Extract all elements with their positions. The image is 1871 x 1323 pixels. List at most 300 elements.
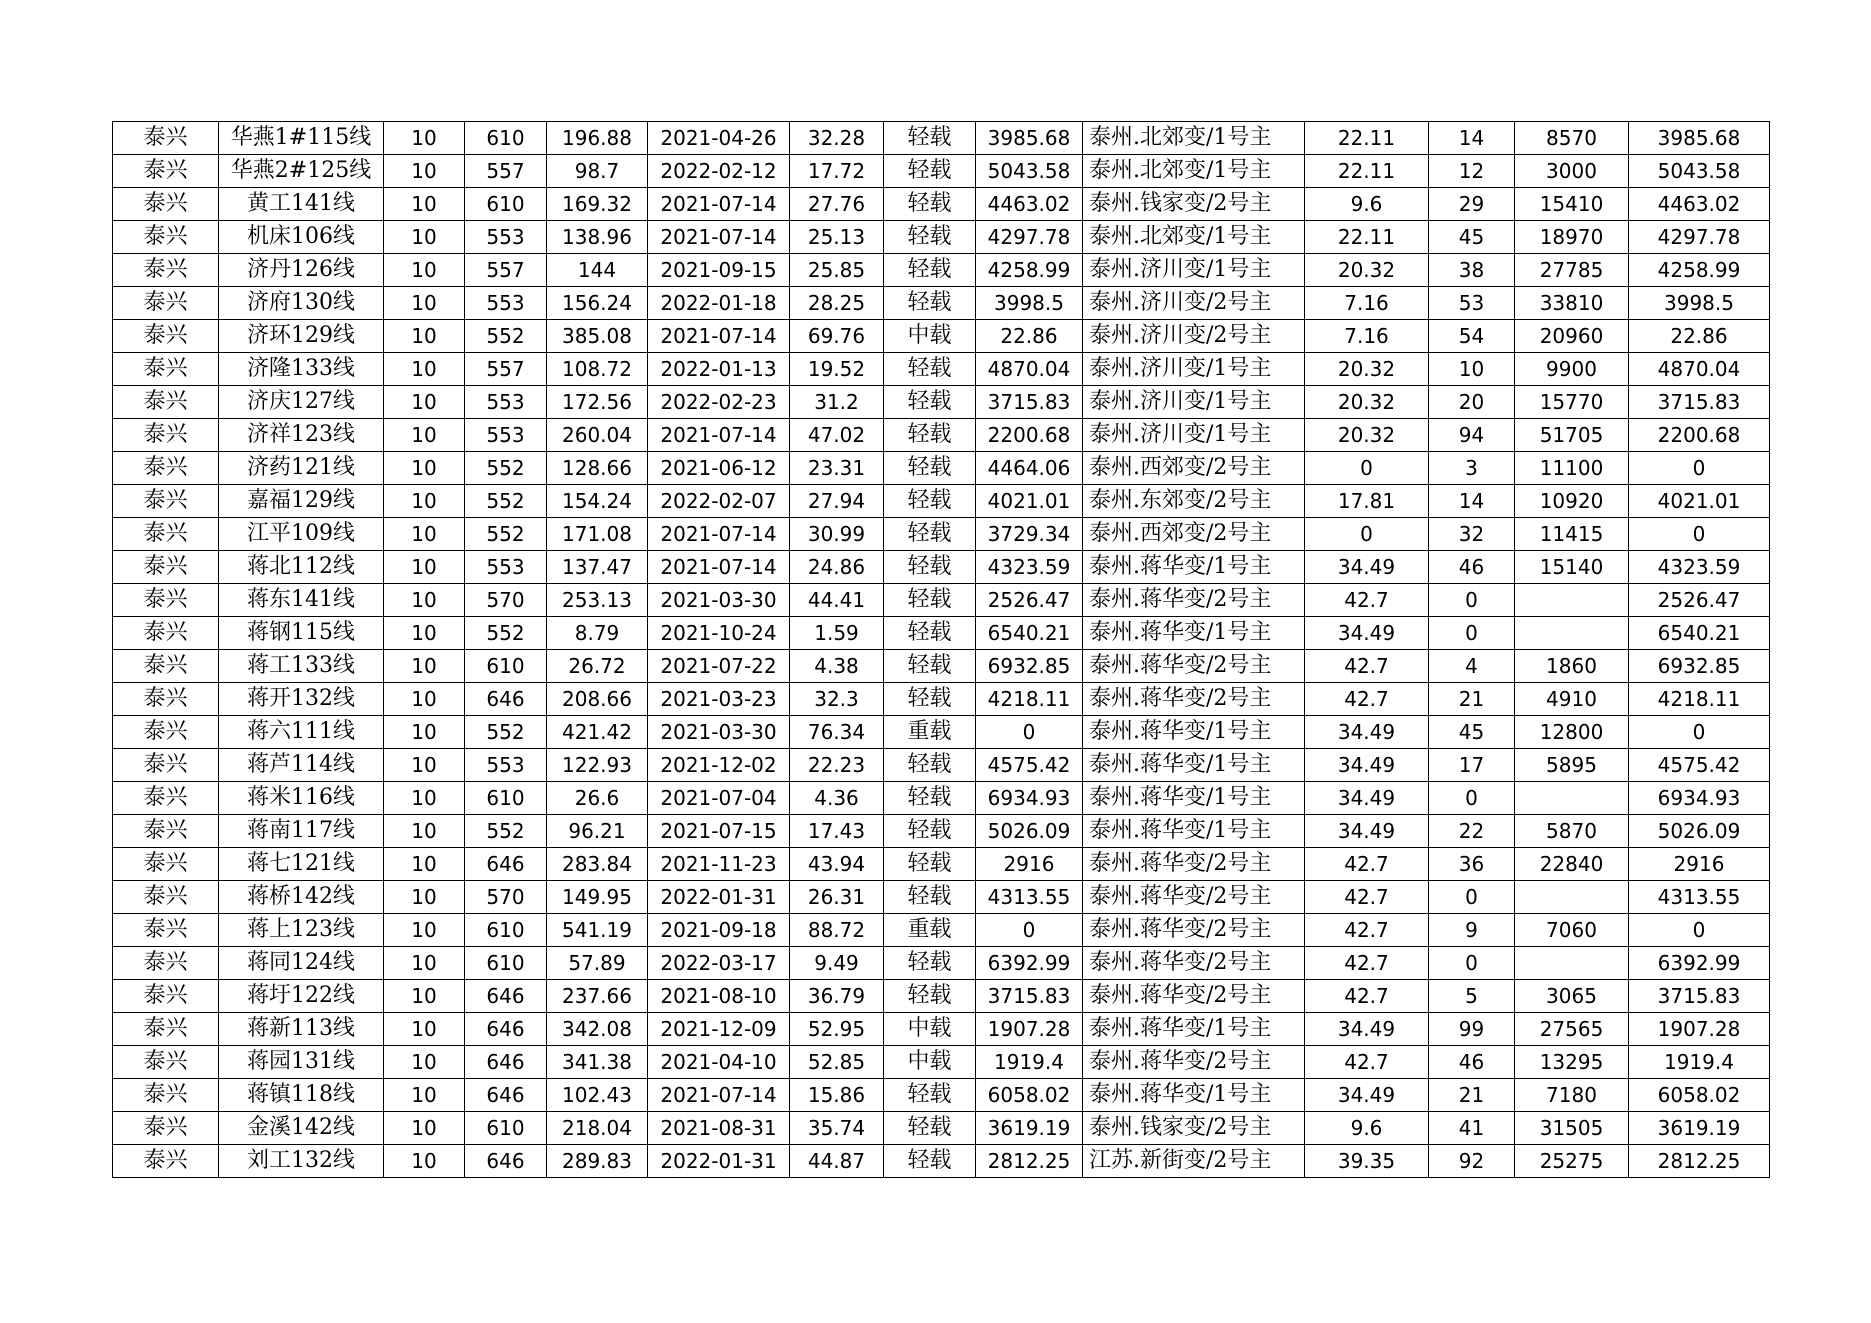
cell-available-capacity: 4870.04 bbox=[976, 353, 1083, 386]
cell-substation-transformer: 泰州.蒋华变/2号主 bbox=[1083, 980, 1305, 1013]
cell-line-name: 蒋米116线 bbox=[219, 782, 384, 815]
cell-line-name: 蒋圩122线 bbox=[219, 980, 384, 1013]
table-row bbox=[113, 617, 1770, 650]
table-row bbox=[113, 947, 1770, 980]
cell-voltage: 10 bbox=[384, 254, 465, 287]
cell-transformer-margin: 42.7 bbox=[1305, 947, 1429, 980]
cell-available-capacity: 0 bbox=[976, 716, 1083, 749]
cell-installed-capacity: 7180 bbox=[1515, 1079, 1629, 1112]
cell-customer-count: 14 bbox=[1429, 485, 1515, 518]
cell-available-capacity: 3729.34 bbox=[976, 518, 1083, 551]
cell-load-rate: 15.86 bbox=[790, 1079, 884, 1112]
cell-substation-transformer: 泰州.蒋华变/1号主 bbox=[1083, 749, 1305, 782]
cell-cable-type: 646 bbox=[465, 848, 547, 881]
cell-cable-type: 552 bbox=[465, 518, 547, 551]
table-row bbox=[113, 287, 1770, 320]
cell-substation-transformer: 泰州.北郊变/1号主 bbox=[1083, 155, 1305, 188]
cell-substation-transformer: 泰州.蒋华变/1号主 bbox=[1083, 782, 1305, 815]
cell-voltage: 10 bbox=[384, 650, 465, 683]
cell-load-rate: 22.23 bbox=[790, 749, 884, 782]
cell-load-current: 144 bbox=[547, 254, 648, 287]
cell-installed-capacity: 27785 bbox=[1515, 254, 1629, 287]
cell-load-rate: 32.28 bbox=[790, 122, 884, 155]
cell-load-current: 208.66 bbox=[547, 683, 648, 716]
cell-installed-capacity: 15770 bbox=[1515, 386, 1629, 419]
cell-installed-capacity bbox=[1515, 617, 1629, 650]
cell-load-rate: 52.95 bbox=[790, 1013, 884, 1046]
cell-customer-count: 46 bbox=[1429, 1046, 1515, 1079]
cell-line-name: 刘工132线 bbox=[219, 1145, 384, 1178]
cell-installed-capacity: 5870 bbox=[1515, 815, 1629, 848]
cell-load-rate: 1.59 bbox=[790, 617, 884, 650]
cell-remaining-capacity: 5026.09 bbox=[1629, 815, 1770, 848]
cell-customer-count: 3 bbox=[1429, 452, 1515, 485]
cell-cable-type: 646 bbox=[465, 1013, 547, 1046]
cell-substation-transformer: 泰州.济川变/1号主 bbox=[1083, 419, 1305, 452]
cell-customer-count: 53 bbox=[1429, 287, 1515, 320]
cell-county: 泰兴 bbox=[113, 782, 219, 815]
cell-transformer-margin: 34.49 bbox=[1305, 617, 1429, 650]
cell-cable-type: 646 bbox=[465, 1079, 547, 1112]
cell-peak-date: 2021-09-18 bbox=[648, 914, 790, 947]
cell-peak-date: 2021-12-02 bbox=[648, 749, 790, 782]
cell-line-name: 蒋桥142线 bbox=[219, 881, 384, 914]
cell-load-rate: 25.13 bbox=[790, 221, 884, 254]
cell-peak-date: 2021-04-26 bbox=[648, 122, 790, 155]
cell-load-level: 轻载 bbox=[884, 485, 976, 518]
table-row bbox=[113, 1013, 1770, 1046]
cell-installed-capacity: 31505 bbox=[1515, 1112, 1629, 1145]
cell-transformer-margin: 34.49 bbox=[1305, 716, 1429, 749]
cell-transformer-margin: 20.32 bbox=[1305, 254, 1429, 287]
cell-voltage: 10 bbox=[384, 848, 465, 881]
cell-peak-date: 2021-09-15 bbox=[648, 254, 790, 287]
cell-line-name: 济药121线 bbox=[219, 452, 384, 485]
cell-customer-count: 36 bbox=[1429, 848, 1515, 881]
cell-voltage: 10 bbox=[384, 947, 465, 980]
cell-load-level: 轻载 bbox=[884, 287, 976, 320]
cell-substation-transformer: 泰州.蒋华变/1号主 bbox=[1083, 716, 1305, 749]
cell-load-level: 轻载 bbox=[884, 551, 976, 584]
cell-substation-transformer: 泰州.蒋华变/2号主 bbox=[1083, 848, 1305, 881]
cell-transformer-margin: 20.32 bbox=[1305, 386, 1429, 419]
cell-county: 泰兴 bbox=[113, 485, 219, 518]
cell-voltage: 10 bbox=[384, 419, 465, 452]
cell-remaining-capacity: 1919.4 bbox=[1629, 1046, 1770, 1079]
cell-load-rate: 69.76 bbox=[790, 320, 884, 353]
cell-installed-capacity: 20960 bbox=[1515, 320, 1629, 353]
cell-remaining-capacity: 1907.28 bbox=[1629, 1013, 1770, 1046]
cell-county: 泰兴 bbox=[113, 650, 219, 683]
cell-county: 泰兴 bbox=[113, 155, 219, 188]
cell-load-level: 轻载 bbox=[884, 848, 976, 881]
table-row bbox=[113, 419, 1770, 452]
cell-remaining-capacity: 4258.99 bbox=[1629, 254, 1770, 287]
cell-transformer-margin: 34.49 bbox=[1305, 551, 1429, 584]
cell-cable-type: 557 bbox=[465, 254, 547, 287]
cell-transformer-margin: 7.16 bbox=[1305, 287, 1429, 320]
cell-line-name: 江平109线 bbox=[219, 518, 384, 551]
cell-installed-capacity bbox=[1515, 881, 1629, 914]
cell-available-capacity: 0 bbox=[976, 914, 1083, 947]
cell-load-level: 轻载 bbox=[884, 980, 976, 1013]
cell-load-current: 137.47 bbox=[547, 551, 648, 584]
cell-peak-date: 2022-01-31 bbox=[648, 1145, 790, 1178]
cell-installed-capacity: 22840 bbox=[1515, 848, 1629, 881]
cell-cable-type: 610 bbox=[465, 1112, 547, 1145]
table-row bbox=[113, 650, 1770, 683]
cell-customer-count: 0 bbox=[1429, 584, 1515, 617]
cell-county: 泰兴 bbox=[113, 353, 219, 386]
cell-load-current: 289.83 bbox=[547, 1145, 648, 1178]
table-row bbox=[113, 386, 1770, 419]
cell-available-capacity: 3715.83 bbox=[976, 386, 1083, 419]
cell-load-level: 中载 bbox=[884, 320, 976, 353]
cell-available-capacity: 6058.02 bbox=[976, 1079, 1083, 1112]
cell-peak-date: 2021-07-14 bbox=[648, 518, 790, 551]
cell-load-rate: 76.34 bbox=[790, 716, 884, 749]
cell-line-name: 济祥123线 bbox=[219, 419, 384, 452]
cell-load-current: 96.21 bbox=[547, 815, 648, 848]
cell-peak-date: 2021-03-30 bbox=[648, 584, 790, 617]
cell-substation-transformer: 泰州.蒋华变/2号主 bbox=[1083, 1046, 1305, 1079]
cell-load-rate: 4.36 bbox=[790, 782, 884, 815]
cell-transformer-margin: 42.7 bbox=[1305, 980, 1429, 1013]
cell-remaining-capacity: 3998.5 bbox=[1629, 287, 1770, 320]
cell-line-name: 蒋北112线 bbox=[219, 551, 384, 584]
cell-line-name: 济隆133线 bbox=[219, 353, 384, 386]
cell-customer-count: 32 bbox=[1429, 518, 1515, 551]
cell-voltage: 10 bbox=[384, 551, 465, 584]
cell-line-name: 金溪142线 bbox=[219, 1112, 384, 1145]
cell-load-rate: 30.99 bbox=[790, 518, 884, 551]
cell-installed-capacity: 33810 bbox=[1515, 287, 1629, 320]
cell-transformer-margin: 22.11 bbox=[1305, 155, 1429, 188]
cell-substation-transformer: 泰州.西郊变/2号主 bbox=[1083, 452, 1305, 485]
cell-load-current: 342.08 bbox=[547, 1013, 648, 1046]
cell-load-level: 轻载 bbox=[884, 188, 976, 221]
cell-county: 泰兴 bbox=[113, 1145, 219, 1178]
cell-peak-date: 2021-11-23 bbox=[648, 848, 790, 881]
cell-county: 泰兴 bbox=[113, 188, 219, 221]
cell-voltage: 10 bbox=[384, 716, 465, 749]
cell-county: 泰兴 bbox=[113, 1112, 219, 1145]
cell-county: 泰兴 bbox=[113, 716, 219, 749]
cell-line-name: 蒋园131线 bbox=[219, 1046, 384, 1079]
cell-available-capacity: 4297.78 bbox=[976, 221, 1083, 254]
cell-transformer-margin: 22.11 bbox=[1305, 221, 1429, 254]
table-row bbox=[113, 353, 1770, 386]
cell-customer-count: 0 bbox=[1429, 617, 1515, 650]
cell-cable-type: 610 bbox=[465, 188, 547, 221]
cell-peak-date: 2021-10-24 bbox=[648, 617, 790, 650]
cell-load-level: 轻载 bbox=[884, 353, 976, 386]
cell-available-capacity: 4218.11 bbox=[976, 683, 1083, 716]
cell-peak-date: 2022-03-17 bbox=[648, 947, 790, 980]
cell-cable-type: 553 bbox=[465, 749, 547, 782]
cell-load-current: 98.7 bbox=[547, 155, 648, 188]
cell-load-rate: 28.25 bbox=[790, 287, 884, 320]
cell-load-current: 169.32 bbox=[547, 188, 648, 221]
cell-line-name: 济丹126线 bbox=[219, 254, 384, 287]
cell-installed-capacity: 3000 bbox=[1515, 155, 1629, 188]
cell-cable-type: 552 bbox=[465, 320, 547, 353]
cell-county: 泰兴 bbox=[113, 914, 219, 947]
cell-remaining-capacity: 6058.02 bbox=[1629, 1079, 1770, 1112]
cell-voltage: 10 bbox=[384, 782, 465, 815]
cell-load-current: 196.88 bbox=[547, 122, 648, 155]
cell-installed-capacity: 51705 bbox=[1515, 419, 1629, 452]
cell-installed-capacity: 3065 bbox=[1515, 980, 1629, 1013]
cell-load-rate: 23.31 bbox=[790, 452, 884, 485]
cell-installed-capacity: 10920 bbox=[1515, 485, 1629, 518]
cell-county: 泰兴 bbox=[113, 221, 219, 254]
cell-load-current: 108.72 bbox=[547, 353, 648, 386]
cell-remaining-capacity: 4218.11 bbox=[1629, 683, 1770, 716]
cell-voltage: 10 bbox=[384, 221, 465, 254]
cell-customer-count: 99 bbox=[1429, 1013, 1515, 1046]
cell-installed-capacity: 11415 bbox=[1515, 518, 1629, 551]
cell-peak-date: 2021-07-14 bbox=[648, 419, 790, 452]
cell-cable-type: 552 bbox=[465, 485, 547, 518]
table-row bbox=[113, 188, 1770, 221]
cell-remaining-capacity: 6392.99 bbox=[1629, 947, 1770, 980]
cell-voltage: 10 bbox=[384, 452, 465, 485]
cell-load-level: 轻载 bbox=[884, 386, 976, 419]
cell-load-current: 253.13 bbox=[547, 584, 648, 617]
cell-transformer-margin: 42.7 bbox=[1305, 650, 1429, 683]
cell-peak-date: 2021-07-14 bbox=[648, 320, 790, 353]
cell-line-name: 济府130线 bbox=[219, 287, 384, 320]
cell-available-capacity: 2812.25 bbox=[976, 1145, 1083, 1178]
cell-county: 泰兴 bbox=[113, 386, 219, 419]
cell-load-rate: 24.86 bbox=[790, 551, 884, 584]
table-row bbox=[113, 716, 1770, 749]
cell-load-level: 轻载 bbox=[884, 683, 976, 716]
cell-voltage: 10 bbox=[384, 980, 465, 1013]
cell-customer-count: 5 bbox=[1429, 980, 1515, 1013]
cell-transformer-margin: 20.32 bbox=[1305, 353, 1429, 386]
cell-load-rate: 25.85 bbox=[790, 254, 884, 287]
table-row bbox=[113, 518, 1770, 551]
cell-line-name: 济庆127线 bbox=[219, 386, 384, 419]
cell-transformer-margin: 34.49 bbox=[1305, 749, 1429, 782]
cell-installed-capacity: 13295 bbox=[1515, 1046, 1629, 1079]
cell-load-current: 541.19 bbox=[547, 914, 648, 947]
cell-county: 泰兴 bbox=[113, 584, 219, 617]
cell-peak-date: 2022-01-31 bbox=[648, 881, 790, 914]
cell-remaining-capacity: 2916 bbox=[1629, 848, 1770, 881]
cell-substation-transformer: 泰州.蒋华变/2号主 bbox=[1083, 683, 1305, 716]
cell-transformer-margin: 42.7 bbox=[1305, 683, 1429, 716]
cell-remaining-capacity: 4575.42 bbox=[1629, 749, 1770, 782]
cell-cable-type: 610 bbox=[465, 914, 547, 947]
cell-available-capacity: 22.86 bbox=[976, 320, 1083, 353]
cell-installed-capacity: 18970 bbox=[1515, 221, 1629, 254]
cell-customer-count: 46 bbox=[1429, 551, 1515, 584]
cell-load-level: 轻载 bbox=[884, 782, 976, 815]
cell-substation-transformer: 泰州.济川变/1号主 bbox=[1083, 254, 1305, 287]
cell-substation-transformer: 泰州.蒋华变/2号主 bbox=[1083, 947, 1305, 980]
cell-available-capacity: 4463.02 bbox=[976, 188, 1083, 221]
cell-transformer-margin: 42.7 bbox=[1305, 1046, 1429, 1079]
cell-customer-count: 29 bbox=[1429, 188, 1515, 221]
cell-installed-capacity: 27565 bbox=[1515, 1013, 1629, 1046]
table-row bbox=[113, 452, 1770, 485]
cell-peak-date: 2021-07-15 bbox=[648, 815, 790, 848]
cell-remaining-capacity: 2812.25 bbox=[1629, 1145, 1770, 1178]
cell-load-rate: 27.94 bbox=[790, 485, 884, 518]
cell-county: 泰兴 bbox=[113, 749, 219, 782]
cell-installed-capacity: 12800 bbox=[1515, 716, 1629, 749]
cell-peak-date: 2021-08-31 bbox=[648, 1112, 790, 1145]
cell-county: 泰兴 bbox=[113, 815, 219, 848]
cell-remaining-capacity: 2200.68 bbox=[1629, 419, 1770, 452]
cell-load-rate: 17.72 bbox=[790, 155, 884, 188]
cell-available-capacity: 6392.99 bbox=[976, 947, 1083, 980]
cell-available-capacity: 6934.93 bbox=[976, 782, 1083, 815]
cell-line-name: 华燕2#125线 bbox=[219, 155, 384, 188]
table-row bbox=[113, 254, 1770, 287]
cell-substation-transformer: 泰州.北郊变/1号主 bbox=[1083, 221, 1305, 254]
cell-load-current: 102.43 bbox=[547, 1079, 648, 1112]
cell-line-name: 蒋东141线 bbox=[219, 584, 384, 617]
cell-peak-date: 2022-02-07 bbox=[648, 485, 790, 518]
cell-voltage: 10 bbox=[384, 914, 465, 947]
feeder-load-table bbox=[112, 121, 1770, 1178]
cell-voltage: 10 bbox=[384, 122, 465, 155]
cell-customer-count: 20 bbox=[1429, 386, 1515, 419]
table-row bbox=[113, 1145, 1770, 1178]
table-body bbox=[113, 122, 1770, 1178]
cell-substation-transformer: 泰州.蒋华变/1号主 bbox=[1083, 551, 1305, 584]
cell-available-capacity: 3985.68 bbox=[976, 122, 1083, 155]
cell-substation-transformer: 泰州.蒋华变/1号主 bbox=[1083, 1013, 1305, 1046]
cell-load-rate: 19.52 bbox=[790, 353, 884, 386]
cell-load-current: 218.04 bbox=[547, 1112, 648, 1145]
cell-transformer-margin: 0 bbox=[1305, 452, 1429, 485]
cell-installed-capacity: 25275 bbox=[1515, 1145, 1629, 1178]
cell-remaining-capacity: 4870.04 bbox=[1629, 353, 1770, 386]
cell-load-level: 轻载 bbox=[884, 155, 976, 188]
cell-load-current: 8.79 bbox=[547, 617, 648, 650]
cell-line-name: 机床106线 bbox=[219, 221, 384, 254]
cell-cable-type: 610 bbox=[465, 782, 547, 815]
cell-cable-type: 553 bbox=[465, 551, 547, 584]
cell-peak-date: 2021-03-30 bbox=[648, 716, 790, 749]
cell-line-name: 济环129线 bbox=[219, 320, 384, 353]
cell-load-level: 轻载 bbox=[884, 617, 976, 650]
cell-peak-date: 2021-03-23 bbox=[648, 683, 790, 716]
cell-cable-type: 553 bbox=[465, 419, 547, 452]
cell-cable-type: 570 bbox=[465, 584, 547, 617]
cell-load-level: 轻载 bbox=[884, 452, 976, 485]
cell-customer-count: 9 bbox=[1429, 914, 1515, 947]
cell-load-current: 122.93 bbox=[547, 749, 648, 782]
cell-cable-type: 557 bbox=[465, 155, 547, 188]
cell-county: 泰兴 bbox=[113, 254, 219, 287]
table-row bbox=[113, 980, 1770, 1013]
cell-county: 泰兴 bbox=[113, 947, 219, 980]
table-row bbox=[113, 1112, 1770, 1145]
cell-load-current: 172.56 bbox=[547, 386, 648, 419]
cell-substation-transformer: 泰州.蒋华变/2号主 bbox=[1083, 914, 1305, 947]
cell-line-name: 蒋南117线 bbox=[219, 815, 384, 848]
cell-transformer-margin: 20.32 bbox=[1305, 419, 1429, 452]
cell-load-level: 轻载 bbox=[884, 881, 976, 914]
cell-voltage: 10 bbox=[384, 518, 465, 551]
cell-load-current: 128.66 bbox=[547, 452, 648, 485]
cell-county: 泰兴 bbox=[113, 551, 219, 584]
cell-load-level: 轻载 bbox=[884, 122, 976, 155]
cell-customer-count: 54 bbox=[1429, 320, 1515, 353]
cell-load-level: 轻载 bbox=[884, 650, 976, 683]
cell-available-capacity: 4313.55 bbox=[976, 881, 1083, 914]
table-row bbox=[113, 485, 1770, 518]
table-row bbox=[113, 782, 1770, 815]
cell-cable-type: 553 bbox=[465, 287, 547, 320]
cell-load-level: 轻载 bbox=[884, 947, 976, 980]
cell-county: 泰兴 bbox=[113, 287, 219, 320]
cell-transformer-margin: 34.49 bbox=[1305, 782, 1429, 815]
cell-customer-count: 12 bbox=[1429, 155, 1515, 188]
cell-voltage: 10 bbox=[384, 1145, 465, 1178]
cell-substation-transformer: 泰州.济川变/1号主 bbox=[1083, 353, 1305, 386]
cell-voltage: 10 bbox=[384, 815, 465, 848]
cell-cable-type: 553 bbox=[465, 386, 547, 419]
cell-substation-transformer: 泰州.蒋华变/2号主 bbox=[1083, 881, 1305, 914]
cell-peak-date: 2021-07-14 bbox=[648, 188, 790, 221]
cell-remaining-capacity: 6540.21 bbox=[1629, 617, 1770, 650]
cell-load-level: 重载 bbox=[884, 914, 976, 947]
cell-voltage: 10 bbox=[384, 617, 465, 650]
cell-customer-count: 0 bbox=[1429, 782, 1515, 815]
cell-load-level: 轻载 bbox=[884, 419, 976, 452]
cell-load-rate: 44.41 bbox=[790, 584, 884, 617]
cell-customer-count: 22 bbox=[1429, 815, 1515, 848]
cell-available-capacity: 5026.09 bbox=[976, 815, 1083, 848]
cell-peak-date: 2021-07-22 bbox=[648, 650, 790, 683]
cell-remaining-capacity: 5043.58 bbox=[1629, 155, 1770, 188]
cell-cable-type: 557 bbox=[465, 353, 547, 386]
cell-installed-capacity bbox=[1515, 782, 1629, 815]
cell-load-level: 轻载 bbox=[884, 221, 976, 254]
cell-substation-transformer: 泰州.西郊变/2号主 bbox=[1083, 518, 1305, 551]
table-row bbox=[113, 749, 1770, 782]
cell-installed-capacity: 7060 bbox=[1515, 914, 1629, 947]
cell-peak-date: 2021-07-14 bbox=[648, 1079, 790, 1112]
cell-load-current: 149.95 bbox=[547, 881, 648, 914]
cell-installed-capacity: 5895 bbox=[1515, 749, 1629, 782]
cell-substation-transformer: 泰州.北郊变/1号主 bbox=[1083, 122, 1305, 155]
cell-line-name: 嘉福129线 bbox=[219, 485, 384, 518]
cell-customer-count: 92 bbox=[1429, 1145, 1515, 1178]
cell-county: 泰兴 bbox=[113, 452, 219, 485]
cell-available-capacity: 4021.01 bbox=[976, 485, 1083, 518]
cell-peak-date: 2021-07-04 bbox=[648, 782, 790, 815]
table-row bbox=[113, 881, 1770, 914]
cell-load-current: 421.42 bbox=[547, 716, 648, 749]
cell-available-capacity: 2916 bbox=[976, 848, 1083, 881]
table-row bbox=[113, 320, 1770, 353]
cell-transformer-margin: 34.49 bbox=[1305, 1013, 1429, 1046]
cell-cable-type: 646 bbox=[465, 980, 547, 1013]
cell-load-current: 237.66 bbox=[547, 980, 648, 1013]
cell-substation-transformer: 泰州.钱家变/2号主 bbox=[1083, 1112, 1305, 1145]
table-row bbox=[113, 1079, 1770, 1112]
cell-voltage: 10 bbox=[384, 1046, 465, 1079]
cell-load-rate: 32.3 bbox=[790, 683, 884, 716]
